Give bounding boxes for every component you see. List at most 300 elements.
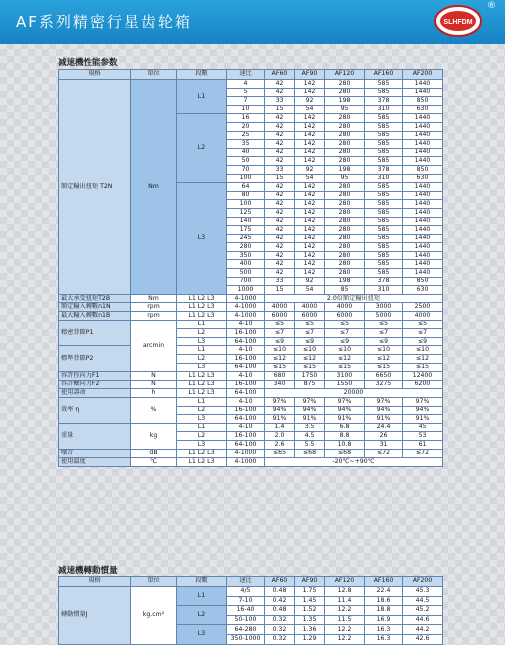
- ratio-cell: 7: [227, 97, 265, 106]
- ratio-cell: 4-10: [227, 397, 265, 406]
- af90-value: 142: [295, 157, 325, 166]
- af160-value: 585: [365, 88, 403, 97]
- af120-value: 198: [325, 165, 365, 174]
- performance-table-title: 减速機性能参数: [58, 58, 118, 68]
- af160-value: ≤12: [365, 355, 403, 364]
- ratio-cell: 280: [227, 243, 265, 252]
- inertia-unit: kg.cm²: [131, 587, 177, 645]
- af200-value: ≤15: [403, 363, 443, 372]
- af120-value: 95: [325, 174, 365, 183]
- af160-value: 378: [365, 165, 403, 174]
- af160-value: 585: [365, 251, 403, 260]
- af90-value: 875: [295, 380, 325, 389]
- af90-value: 1.29: [295, 634, 325, 644]
- af160-value: 585: [365, 226, 403, 235]
- af60-value: 42: [265, 269, 295, 278]
- stage-cell: L1 L2 L3: [177, 458, 227, 467]
- af160-value: 585: [365, 140, 403, 149]
- header-af90: AF90: [295, 577, 325, 587]
- af90-value: 4000: [295, 303, 325, 312]
- af160-value: ≤9: [365, 337, 403, 346]
- af160-value: ≤15: [365, 363, 403, 372]
- ratio-cell: 50: [227, 157, 265, 166]
- af60-value: 42: [265, 148, 295, 157]
- table-row: [59, 320, 443, 329]
- stage-cell: L3: [177, 337, 227, 346]
- af200-value: 1440: [403, 157, 443, 166]
- af90-value: 92: [295, 97, 325, 106]
- af90-value: 1.36: [295, 625, 325, 635]
- af60-value: 42: [265, 122, 295, 131]
- af120-value: 280: [325, 140, 365, 149]
- ratio-cell: 7-10: [227, 596, 265, 606]
- ratio-cell: 40: [227, 148, 265, 157]
- weight-label: 重量: [59, 423, 131, 449]
- af90-value: 92: [295, 165, 325, 174]
- ratio-cell: 4-1000: [227, 294, 265, 303]
- af90-value: 142: [295, 243, 325, 252]
- ratio-cell: 4-1000: [227, 303, 265, 312]
- af200-value: 850: [403, 165, 443, 174]
- af120-value: 91%: [325, 415, 365, 424]
- af200-value: 45.2: [403, 606, 443, 616]
- ratio-cell: 4: [227, 80, 265, 89]
- header-stage: 段數: [177, 577, 227, 587]
- af90-value: 142: [295, 217, 325, 226]
- stage-cell: L1 L2 L3: [177, 294, 227, 303]
- header-stage: 段數: [177, 70, 227, 80]
- af120-value: 12.2: [325, 625, 365, 635]
- af120-value: 10.8: [325, 440, 365, 449]
- af90-value: 1.75: [295, 587, 325, 597]
- af120-value: 280: [325, 251, 365, 260]
- af160-value: 16.9: [365, 615, 403, 625]
- af160-value: 3275: [365, 380, 403, 389]
- stage-cell: L2: [177, 406, 227, 415]
- af60-value: 33: [265, 97, 295, 106]
- af60-value: 42: [265, 251, 295, 260]
- stage-cell: L1 L2 L3: [177, 380, 227, 389]
- stage-cell: L1: [177, 320, 227, 329]
- af90-value: ≤12: [295, 355, 325, 364]
- af120-value: 8.8: [325, 432, 365, 441]
- inertia-table-body: [59, 587, 443, 645]
- precision-backlash-label: 精密背隙P1: [59, 320, 131, 346]
- af120-value: 198: [325, 97, 365, 106]
- performance-table-body: [59, 80, 443, 467]
- af60-value: 42: [265, 217, 295, 226]
- af90-value: 1750: [295, 372, 325, 381]
- af60-value: 94%: [265, 406, 295, 415]
- stage-cell: L1: [177, 397, 227, 406]
- af120-value: 280: [325, 200, 365, 209]
- ratio-cell: 16-40: [227, 606, 265, 616]
- af120-value: 280: [325, 269, 365, 278]
- af120-value: 280: [325, 191, 365, 200]
- table-row: [59, 449, 443, 458]
- ratio-cell: 175: [227, 226, 265, 235]
- af200-value: 1440: [403, 122, 443, 131]
- af60-value: 42: [265, 226, 295, 235]
- af160-value: 378: [365, 97, 403, 106]
- af90-value: 54: [295, 105, 325, 114]
- af60-value: ≤5: [265, 320, 295, 329]
- af200-value: ≤5: [403, 320, 443, 329]
- af160-value: 24.4: [365, 423, 403, 432]
- service-life-label: 使用壽命: [59, 389, 131, 398]
- af90-value: ≤5: [295, 320, 325, 329]
- af160-value: 585: [365, 80, 403, 89]
- af120-value: ≤15: [325, 363, 365, 372]
- af90-value: 54: [295, 286, 325, 295]
- af200-value: 1440: [403, 191, 443, 200]
- af90-value: ≤10: [295, 346, 325, 355]
- af120-value: 6000: [325, 312, 365, 321]
- af90-value: 6000: [295, 312, 325, 321]
- ratio-cell: 100: [227, 200, 265, 209]
- ratio-cell: 50-100: [227, 615, 265, 625]
- af90-value: 142: [295, 234, 325, 243]
- af60-value: 15: [265, 286, 295, 295]
- af60-value: 91%: [265, 415, 295, 424]
- af90-value: 142: [295, 148, 325, 157]
- table-row: [59, 587, 443, 597]
- af160-value: 94%: [365, 406, 403, 415]
- af160-value: 585: [365, 191, 403, 200]
- header-ratio: 速比: [227, 577, 265, 587]
- af90-value: 92: [295, 277, 325, 286]
- ratio-cell: 16: [227, 114, 265, 123]
- af200-value: 1440: [403, 234, 443, 243]
- af60-value: ≤12: [265, 355, 295, 364]
- af120-value: 198: [325, 277, 365, 286]
- af200-value: 1440: [403, 140, 443, 149]
- af120-value: 280: [325, 234, 365, 243]
- af60-value: 42: [265, 140, 295, 149]
- header-af200: AF200: [403, 577, 443, 587]
- af90-value: ≤68: [295, 449, 325, 458]
- ratio-cell: 140: [227, 217, 265, 226]
- stage-cell: L1 L2 L3: [177, 312, 227, 321]
- af60-value: 33: [265, 277, 295, 286]
- af200-value: 850: [403, 97, 443, 106]
- af120-value: ≤68: [325, 449, 365, 458]
- ratio-cell: 16-100: [227, 380, 265, 389]
- table-row: [59, 372, 443, 381]
- efficiency-unit: %: [131, 397, 177, 423]
- ratio-cell: 16-100: [227, 432, 265, 441]
- stage-cell: L1 L2 L3: [177, 303, 227, 312]
- af90-value: 1.35: [295, 615, 325, 625]
- ratio-cell: 20: [227, 122, 265, 131]
- af60-value: 1.4: [265, 423, 295, 432]
- inertia-table-title: 减速機轉動慣量: [58, 566, 118, 576]
- af90-value: 91%: [295, 415, 325, 424]
- af120-value: 12.2: [325, 634, 365, 644]
- ratio-cell: 64-100: [227, 363, 265, 372]
- af90-value: 142: [295, 122, 325, 131]
- af120-value: 280: [325, 122, 365, 131]
- standard-backlash-label: 標準背隙P2: [59, 346, 131, 372]
- registered-mark: ®: [487, 1, 496, 11]
- af160-value: 26: [365, 432, 403, 441]
- af160-value: 16.3: [365, 634, 403, 644]
- af60-value: 0.32: [265, 634, 295, 644]
- ratio-cell: 64-100: [227, 389, 265, 398]
- af200-value: 45.3: [403, 587, 443, 597]
- af200-value: 6200: [403, 380, 443, 389]
- af120-value: 280: [325, 114, 365, 123]
- af200-value: 1440: [403, 269, 443, 278]
- af90-value: 142: [295, 183, 325, 192]
- af160-value: ≤7: [365, 329, 403, 338]
- af60-value: 4000: [265, 303, 295, 312]
- precision-backlash-unit: arcmin: [131, 320, 177, 372]
- stage-cell: L2: [177, 114, 227, 183]
- ratio-cell: 64-100: [227, 440, 265, 449]
- ratio-cell: 5: [227, 88, 265, 97]
- af200-value: 2500: [403, 303, 443, 312]
- af160-value: 585: [365, 208, 403, 217]
- af60-value: 42: [265, 131, 295, 140]
- ratio-cell: 245: [227, 234, 265, 243]
- af60-value: 2.0: [265, 432, 295, 441]
- stage-cell: L3: [177, 183, 227, 295]
- header-unit: 單位: [131, 70, 177, 80]
- table-row: [59, 380, 443, 389]
- max-torque-value: 2.0倍額定輸出扭矩: [265, 294, 443, 303]
- stage-cell: L2: [177, 606, 227, 625]
- ratio-cell: 64-280: [227, 625, 265, 635]
- max-torque-unit: Nm: [131, 294, 177, 303]
- brand-logo: [433, 4, 483, 38]
- ratio-cell: 125: [227, 208, 265, 217]
- stage-cell: L1 L2 L3: [177, 372, 227, 381]
- af200-value: 630: [403, 286, 443, 295]
- af160-value: ≤10: [365, 346, 403, 355]
- af120-value: ≤7: [325, 329, 365, 338]
- af120-value: 94%: [325, 406, 365, 415]
- af90-value: 142: [295, 260, 325, 269]
- af60-value: 0.32: [265, 625, 295, 635]
- temperature-value: -20℃~+90℃: [265, 458, 443, 467]
- ratio-cell: 10: [227, 105, 265, 114]
- af90-value: 142: [295, 200, 325, 209]
- af90-value: ≤7: [295, 329, 325, 338]
- ratio-cell: 4-10: [227, 423, 265, 432]
- af90-value: 142: [295, 226, 325, 235]
- af60-value: 42: [265, 88, 295, 97]
- ratio-cell: 64: [227, 183, 265, 192]
- header-af120: AF120: [325, 70, 365, 80]
- af200-value: 12400: [403, 372, 443, 381]
- af120-value: 280: [325, 208, 365, 217]
- max-torque-label: 最大承受扭矩T2B: [59, 294, 131, 303]
- af90-value: ≤15: [295, 363, 325, 372]
- af160-value: 310: [365, 105, 403, 114]
- af200-value: 1440: [403, 148, 443, 157]
- af90-value: 54: [295, 174, 325, 183]
- stage-cell: L1: [177, 80, 227, 114]
- af60-value: 42: [265, 200, 295, 209]
- ratio-cell: 4-10: [227, 372, 265, 381]
- af120-value: 280: [325, 148, 365, 157]
- table-row: [59, 80, 443, 89]
- af200-value: 4000: [403, 312, 443, 321]
- ratio-cell: 16-100: [227, 355, 265, 364]
- axial-force-unit: N: [131, 380, 177, 389]
- af60-value: 0.48: [265, 587, 295, 597]
- rated-speed-label: 額定輸入轉數n1N: [59, 303, 131, 312]
- af160-value: 585: [365, 217, 403, 226]
- af60-value: 42: [265, 208, 295, 217]
- af120-value: 1550: [325, 380, 365, 389]
- ratio-cell: 64-100: [227, 415, 265, 424]
- ratio-cell: 1000: [227, 286, 265, 295]
- header-af60: AF60: [265, 70, 295, 80]
- page-title: AF系列精密行星齿轮箱: [16, 13, 192, 31]
- ratio-cell: 16-100: [227, 406, 265, 415]
- header-af200: AF200: [403, 70, 443, 80]
- af60-value: 42: [265, 183, 295, 192]
- table-row: [59, 346, 443, 355]
- logo-text: SLHFDM: [443, 19, 473, 26]
- af60-value: 42: [265, 157, 295, 166]
- af60-value: 15: [265, 174, 295, 183]
- af90-value: 1.52: [295, 606, 325, 616]
- af60-value: 0.48: [265, 606, 295, 616]
- af200-value: 44.5: [403, 596, 443, 606]
- af160-value: 585: [365, 243, 403, 252]
- af90-value: 5.5: [295, 440, 325, 449]
- ratio-cell: 4-10: [227, 346, 265, 355]
- ratio-cell: 25: [227, 131, 265, 140]
- af90-value: 97%: [295, 397, 325, 406]
- af120-value: 95: [325, 105, 365, 114]
- stage-cell: L2: [177, 432, 227, 441]
- af120-value: 280: [325, 217, 365, 226]
- af60-value: ≤10: [265, 346, 295, 355]
- stage-cell: L1 L2 L3: [177, 449, 227, 458]
- af200-value: ≤72: [403, 449, 443, 458]
- af60-value: 42: [265, 114, 295, 123]
- af90-value: 142: [295, 208, 325, 217]
- af200-value: 61: [403, 440, 443, 449]
- af200-value: 1440: [403, 226, 443, 235]
- af120-value: 280: [325, 183, 365, 192]
- table-header-row: [59, 577, 443, 587]
- temperature-unit: ℃: [131, 458, 177, 467]
- performance-table: [58, 69, 443, 467]
- af200-value: 630: [403, 174, 443, 183]
- af120-value: 280: [325, 260, 365, 269]
- af160-value: 5000: [365, 312, 403, 321]
- af200-value: ≤12: [403, 355, 443, 364]
- stage-cell: L1 L2 L3: [177, 389, 227, 398]
- af200-value: 94%: [403, 406, 443, 415]
- stage-cell: L3: [177, 363, 227, 372]
- af160-value: ≤72: [365, 449, 403, 458]
- af60-value: 6000: [265, 312, 295, 321]
- rated-speed-unit: rpm: [131, 303, 177, 312]
- af90-value: 3.5: [295, 423, 325, 432]
- af160-value: 18.6: [365, 596, 403, 606]
- header-spec: 規格: [59, 70, 131, 80]
- table-row: [59, 389, 443, 398]
- af120-value: 4000: [325, 303, 365, 312]
- af120-value: 3100: [325, 372, 365, 381]
- service-life-value: 20000: [265, 389, 443, 398]
- radial-force-unit: N: [131, 372, 177, 381]
- af200-value: 1440: [403, 80, 443, 89]
- ratio-cell: 700: [227, 277, 265, 286]
- af90-value: 142: [295, 131, 325, 140]
- stage-cell: L1: [177, 346, 227, 355]
- af90-value: 142: [295, 88, 325, 97]
- af120-value: 280: [325, 157, 365, 166]
- af120-value: 280: [325, 226, 365, 235]
- torque-label: 額定輸出扭矩 T2N: [59, 80, 131, 295]
- af120-value: 85: [325, 286, 365, 295]
- af90-value: 1.45: [295, 596, 325, 606]
- ratio-cell: 500: [227, 269, 265, 278]
- noise-unit: dB: [131, 449, 177, 458]
- af120-value: 12.8: [325, 587, 365, 597]
- af90-value: 142: [295, 191, 325, 200]
- af60-value: 42: [265, 243, 295, 252]
- af160-value: 16.3: [365, 625, 403, 635]
- stage-cell: L2: [177, 355, 227, 364]
- af200-value: 1440: [403, 200, 443, 209]
- af200-value: 44.6: [403, 615, 443, 625]
- af60-value: 680: [265, 372, 295, 381]
- af200-value: 44.2: [403, 625, 443, 635]
- max-speed-unit: rpm: [131, 312, 177, 321]
- stage-cell: L2: [177, 329, 227, 338]
- ratio-cell: 400: [227, 260, 265, 269]
- af200-value: 1440: [403, 208, 443, 217]
- af160-value: 22.4: [365, 587, 403, 597]
- max-speed-label: 最大輸入轉數n1B: [59, 312, 131, 321]
- af200-value: 53: [403, 432, 443, 441]
- af200-value: 1440: [403, 217, 443, 226]
- af60-value: 42: [265, 80, 295, 89]
- table-row: [59, 397, 443, 406]
- af160-value: 585: [365, 200, 403, 209]
- af200-value: 97%: [403, 397, 443, 406]
- af60-value: 2.6: [265, 440, 295, 449]
- af160-value: 585: [365, 260, 403, 269]
- ratio-cell: 4/5: [227, 587, 265, 597]
- af60-value: 42: [265, 234, 295, 243]
- af120-value: 280: [325, 88, 365, 97]
- header-ratio: 速比: [227, 70, 265, 80]
- af160-value: 3000: [365, 303, 403, 312]
- af120-value: ≤5: [325, 320, 365, 329]
- af90-value: 142: [295, 114, 325, 123]
- af160-value: 310: [365, 286, 403, 295]
- table-row: [59, 423, 443, 432]
- ratio-cell: 4-1000: [227, 458, 265, 467]
- af160-value: 97%: [365, 397, 403, 406]
- af160-value: 91%: [365, 415, 403, 424]
- af200-value: 1440: [403, 88, 443, 97]
- af60-value: 42: [265, 191, 295, 200]
- table-row: [59, 303, 443, 312]
- ratio-cell: 100: [227, 174, 265, 183]
- table-row: [59, 294, 443, 303]
- af120-value: ≤10: [325, 346, 365, 355]
